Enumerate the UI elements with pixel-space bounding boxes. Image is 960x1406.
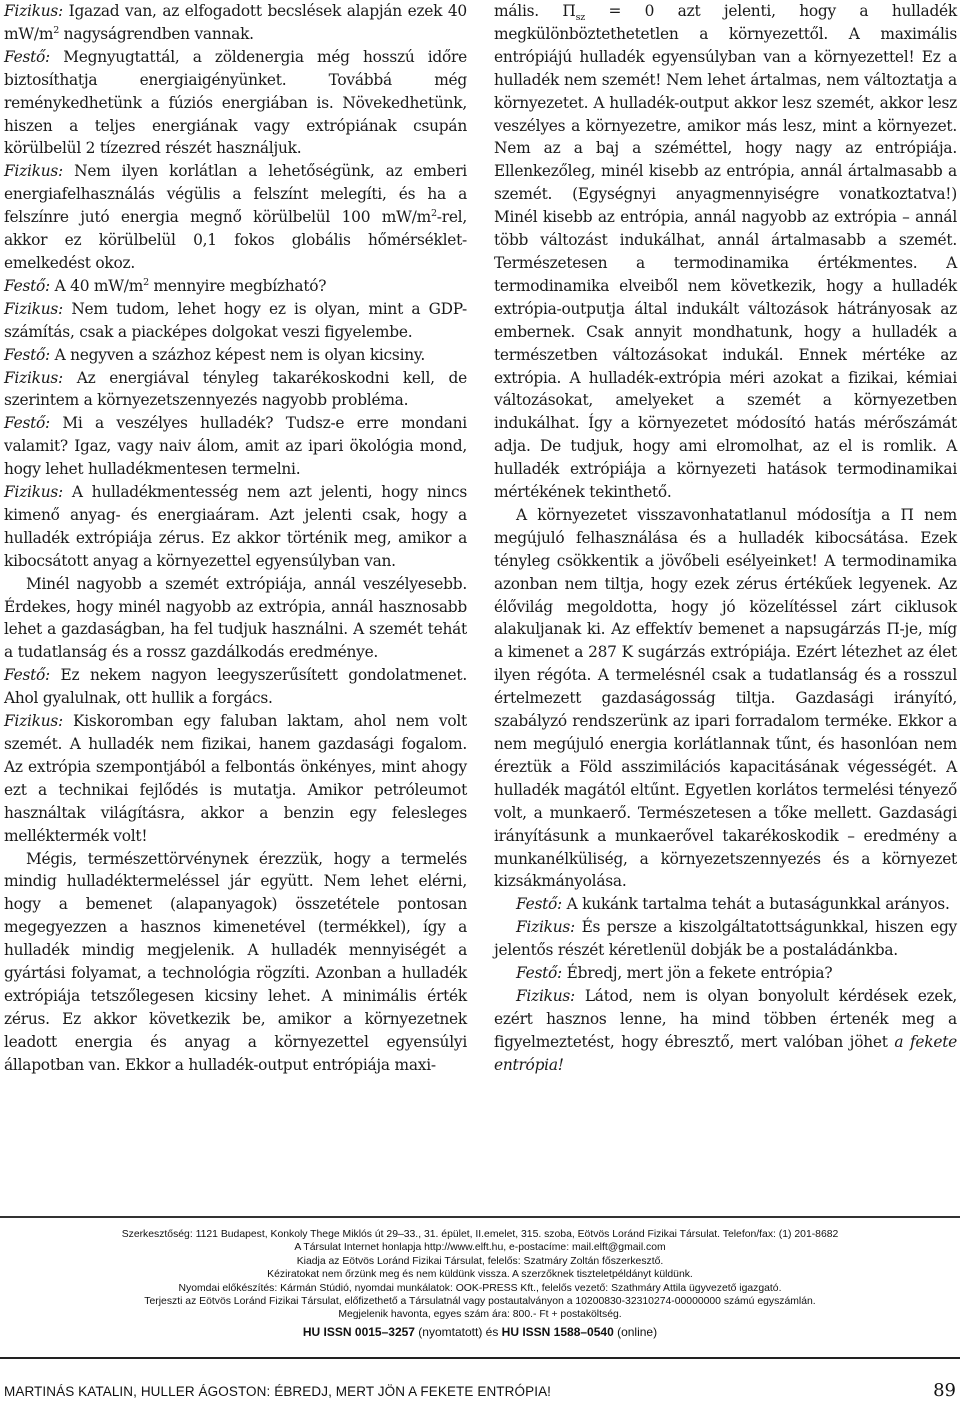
left-column: [4, 0, 467, 1077]
paragraph: A környezetet visszavonhatatlanul módosítja a Π nem megújuló felhasználása és a hulladék kibocsátása. Ezek tényleg csökkentik a jövőbeli esélyeinket! A termodinamika azonban nem tiltja, hogy ezek zérus értékűek legyenek. Az élővilág megoldotta, hogy jó közelítéssel zárt ciklusok alakuljanak ki. Az effektív bemenet a napsugárzás Π-je, míg a kimenet a 287 K sugárzás extrópiája. Ezért létezhet az élet ilyen régóta. A termelésnél csak a tudatlanság és a rosszul értelmezett gazdaságosság tiltja. Gazdasági irányító, szabályzó rendszerünk az ipari forradalom terméke. Ekkor a nem megújuló energia korlátlannak tűnt, és hasonlóan nem éreztük a Föld asszimilációs kapacitásának végességét. A hulladék magától eltűnt. Egyetlen korlátos termelési tényező volt, a munkaerő. Természetesen a tőke mellett. Gazdasági irányításunk a munkaerővel takarékoskodik – eredmény a munkanélküliség, a környezetszennyezés és a környezet kizsákmányolása.: [494, 505, 957, 891]
paragraph: [4, 710, 467, 847]
issn-online: HU ISSN 1588–0540: [501, 1324, 614, 1339]
colophon-distribution: Terjeszti az Eötvös Loránd Fizikai Társulat, előfizethető a Társulatnál vagy postautalványon a 10200830-32310274-00000000 számú egyszámlán.: [144, 1296, 816, 1308]
speaker-label: Festő:: [4, 276, 50, 295]
running-title: MARTINÁS KATALIN, HULLER ÁGOSTON: ÉBREDJ, MERT JÖN A FEKETE ENTRÓPIA!: [4, 1384, 552, 1399]
page-number: 89: [933, 1380, 956, 1401]
speaker-label: Fizikus:: [4, 483, 63, 502]
colophon: [0, 1228, 960, 1341]
text-run: Ébredj, mert jön a fekete entrópia?: [566, 964, 833, 983]
colophon-manuscripts: Kéziratokat nem őrzünk meg és nem küldünk vissza. A szerzőknek tiszteletpéldányt küldünk.: [267, 1269, 693, 1281]
paragraph: [4, 344, 467, 367]
speaker-label: Festő:: [4, 345, 50, 364]
paragraph: [4, 275, 467, 298]
speaker-label: Fizikus:: [516, 918, 575, 937]
speaker-label: Festő:: [4, 414, 50, 433]
paragraph: [494, 0, 957, 504]
superscript: 2: [430, 208, 437, 220]
text-run: = 0 azt jelenti, hogy a hulladék megkülönböztethetetlen a környezettől. A maximális entrópiájú hulladék egyensúlyban van a környezettel! Ez a hulladék nem szemét! Nem lehet ártalmas, nem változtatja a környezetet. A hulladék-output akkor lesz szemét, akkor lesz veszélyes a környezetre, amikor más lesz, mint a környezet. Nem az a baj a széméttel, hogy nagy az entrópiája. Ellenkezőleg, minél kisebb az entrópia, annál ártalmasabb a szemét. (Egységnyi anyagmennyiségre vonatkoztatva!) Minél kisebb az entrópia, annál nagyobb az extrópia – annál több változást indukálhat, annál ártalmasabb a szemét. Természetesen a termodinamika értékmentes. A termodinamika elveiből nem következik, hogy a hulladék extrópia-outputja által indukált változások hátrányosak az embernek. Csak annyit mondhatunk, hogy a hulladék a természetben változásokat indukál. Ennek mértéke az extrópia. A hulladék-extrópia méri azokat a fizikai, kémiai változásokat, amelyeket a szemét a környezetben indukálhat. Így a környezetet módosító hatás mérőszámát adja. De tudjuk, hogy ami elromolhat, az el is romlik. A hulladék extrópiája a környezeti hatások termodinamikai mértékének tekinthető.: [494, 2, 957, 502]
text-run: A kukánk tartalma tehát a butaságunkkal arányos.: [566, 895, 950, 914]
colophon-printing: Nyomdai előkészítés: Kármán Stúdió, nyomdai munkálatok: OOK-PRESS Kft., felelős vezető: Szathmáry Attila ügyvezető igazgató.: [178, 1282, 782, 1294]
paragraph: Mégis, természettörvénynek érezzük, hogy a termelés mindig hulladéktermeléssel jár együtt. Nem lehet elérni, hogy a bemenet (alapanyagok) összetétele pontosan megegyezzen a hasznos kimenetével (termékkel), így a hulladék mindig megjelenik. A hulladék mennyiségét a gyártási folyamat, a technológia rögzíti. Azonban a hulladék extrópiája tetszőlegesen kicsiny lehet. A minimális érték zérus. Ez akkor következik be, amikor a környezetnek leadott energia és anyag a környezettel egyensúlyi állapotban van. Ekkor a hulladék-output entrópiája maxi-: [4, 849, 467, 1074]
text-run: Az energiával tényleg takarékoskodni kell, de szerintem a környezetszennyezés nagyobb probléma.: [4, 368, 467, 410]
text-run: -rel, akkor ez körülbelül 0,1 fokos globális hőmérséklet-emelkedést okoz.: [4, 208, 467, 272]
emphasis: a fekete entrópia!: [494, 1032, 957, 1074]
footer-rule: [0, 1357, 960, 1359]
right-column: [494, 0, 957, 1077]
text-run: A negyven a százhoz képest nem is olyan kicsiny.: [54, 345, 425, 364]
issn-print: HU ISSN 0015–3257: [302, 1324, 415, 1339]
paragraph: Minél nagyobb a szemét extrópiája, annál veszélyesebb. Érdekes, hogy minél nagyobb az extrópia, annál hasznosabb lehet a gazdaságban, ha fel tudjuk használni. A szemét tehát a tudatlanság és a rossz gazdálkodás eredménye.: [4, 574, 467, 662]
text-run: Nem tudom, lehet hogy ez is olyan, mint a GDP-számítás, csak a piacképes dolgokat veszi figyelembe.: [4, 299, 467, 341]
colophon-issn: [0, 1324, 960, 1341]
text-run: A hulladékmentesség nem azt jelenti, hogy nincs kimenő anyag- és energiaáram. Azt jelenti csak, hogy a hulladék extrópiája zérus. Ez akkor történik meg, amikor a kibocsátott anyag a környezettel egyensúlyban van.: [4, 483, 467, 570]
colophon-price: Megjelenik havonta, egyes szám ára: 800.- Ft + postaköltség.: [338, 1309, 622, 1321]
text-run: Igazad van, az elfogadott becslések alapján ezek 40 mW/m: [4, 2, 467, 43]
subscript: sz: [575, 12, 585, 24]
colophon-website: A Társulat Internet honlapja http://www.elft.hu, e-postacíme: mail.elft@gmail.com: [294, 1242, 666, 1254]
colophon-editorial-address: Szerkesztőség: 1121 Budapest, Konkoly Thege Miklós út 29–33., 31. épület, II.emelet, 315. szoba, Eötvös Loránd Fizikai Társulat. Telefon/fax: (1) 201-8682: [121, 1229, 839, 1240]
speaker-label: Festő:: [516, 964, 562, 983]
paragraph: [4, 481, 467, 573]
issn-online-note: (online): [613, 1324, 658, 1339]
paragraph: [4, 298, 467, 344]
text-run: mális. Π: [494, 2, 576, 20]
text-run: Ez nekem nagyon leegyszerűsített gondolatmenet. Ahol gyalulnak, ott hullik a forgács.: [4, 666, 467, 708]
paragraph: [4, 412, 467, 481]
text-run: Megnyugtattál, a zöldenergia még hosszú időre biztosíthatja energiaigényünket. Továbbá még reménykedhetünk a fúziós energiában is. Növekedhetünk, hiszen a teljes energiának vagy extrópiának csupán körülbelül 2 tízezred részét használjuk.: [4, 47, 467, 158]
paragraph: [4, 367, 467, 413]
speaker-label: Fizikus:: [4, 712, 63, 731]
text-run: A 40 mW/m: [54, 276, 144, 295]
speaker-label: Fizikus:: [4, 299, 63, 318]
speaker-label: Festő:: [516, 895, 562, 914]
superscript: 2: [143, 276, 149, 288]
issn-print-note: (nyomtatott) és: [414, 1324, 502, 1339]
paragraph: [4, 160, 467, 275]
colophon-top-rule: [0, 1216, 960, 1218]
text-run: És persze a kiszolgáltatottságunkkal, hiszen egy jelentős részét kéretlenül dobják be a postaládánkba.: [494, 918, 957, 960]
paragraph: [4, 46, 467, 161]
text-run: Látod, nem is olyan bonyolult kérdések ezek, ezért hasznos lenne, ha mind többen értenék meg a figyelmeztetést, hogy ébresztő, mert valóban jöhet: [494, 986, 957, 1051]
paragraph: [494, 916, 957, 962]
paragraph: [494, 893, 957, 916]
colophon-publisher: Kiadja az Eötvös Loránd Fizikai Társulat, felelős: Szatmáry Zoltán főszerkesztő.: [296, 1255, 664, 1267]
speaker-label: Festő:: [4, 47, 50, 66]
text-run: Kiskoromban egy faluban laktam, ahol nem volt szemét. A hulladék nem fizikai, hanem gazdasági fogalom. Az extrópia szempontjából a felbontás önkényes, mint ahogy ezt a technikai fejlődés is mutatja. Amikor petróleumot használtak világításra, akkor a benzin egy felesleges melléktermék volt!: [4, 712, 467, 845]
paragraph: [4, 664, 467, 710]
speaker-label: Fizikus:: [4, 2, 63, 20]
superscript: 2: [53, 24, 60, 36]
paragraph: [4, 0, 467, 46]
text-run: Nem ilyen korlátlan a lehetőségünk, az emberi energiafelhasználás végülis a felszínt melegíti, és ha a felszínre jutó energia megnő körülbelül 100 mW/m: [4, 162, 467, 227]
text-run: mennyire megbízható?: [148, 276, 327, 295]
speaker-label: Fizikus:: [4, 368, 63, 387]
text-run: nagyságrendben vannak.: [59, 24, 254, 43]
speaker-label: Fizikus:: [516, 986, 575, 1005]
text-run: Mi a veszélyes hulladék? Tudsz-e erre mondani valamit? Igaz, vagy naiv álom, amit az ipari ökológia mond, hogy lehet hulladékmentesen termelni.: [4, 414, 467, 479]
paragraph: [494, 962, 957, 985]
paragraph: [494, 985, 957, 1077]
speaker-label: Fizikus:: [4, 162, 63, 181]
speaker-label: Festő:: [4, 666, 50, 685]
